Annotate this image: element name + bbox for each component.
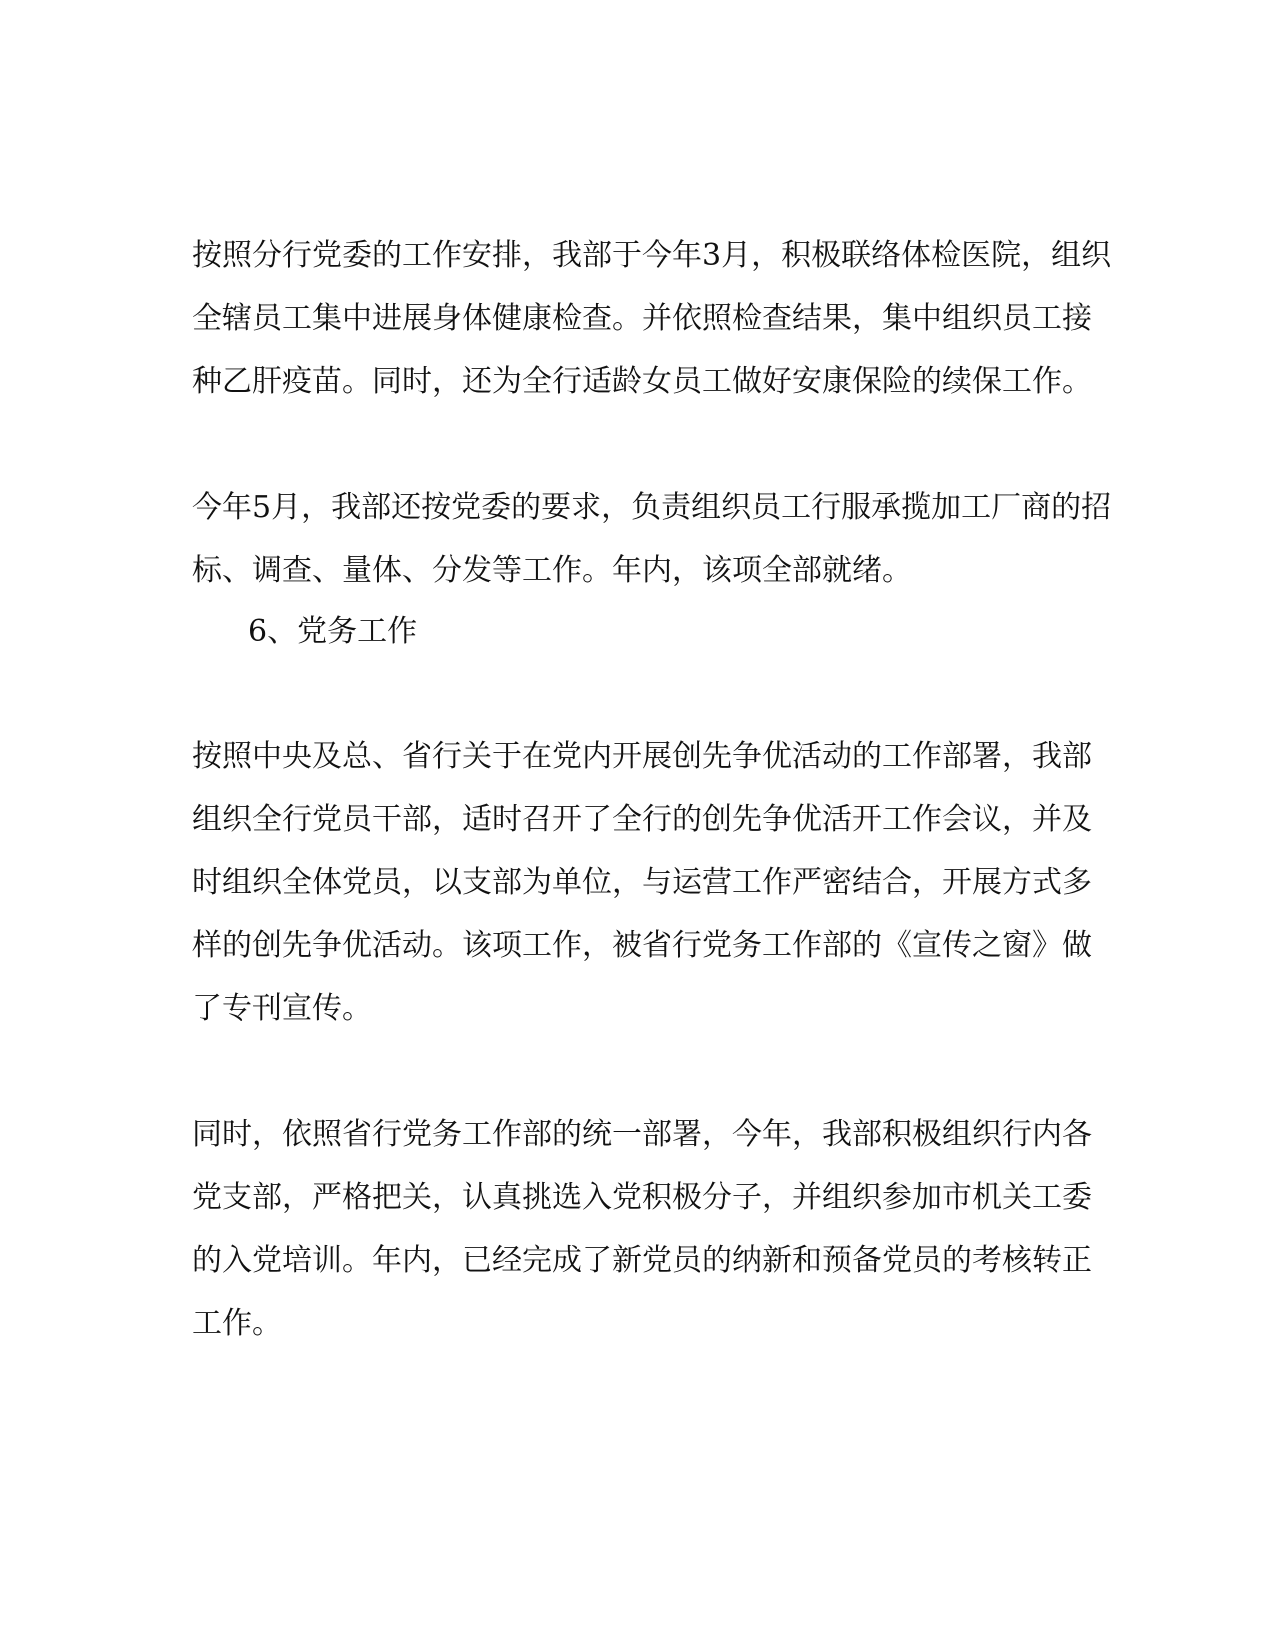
paragraph-4-line-1: 同时，依照省行党务工作部的统一部署，今年，我部积极组织行内各: [192, 1117, 1092, 1152]
paragraph-3-line-5: 了专刊宣传。: [192, 991, 372, 1026]
paragraph-4-line-3: 的入党培训。年内，已经完成了新党员的纳新和预备党员的考核转正: [192, 1243, 1092, 1278]
paragraph-4-line-4: 工作。: [192, 1306, 282, 1341]
paragraph-1-line-3: 种乙肝疫苗。同时，还为全行适龄女员工做好安康保险的续保工作。: [192, 364, 1092, 399]
paragraph-1-line-1: 按照分行党委的工作安排，我部于今年3月，积极联络体检医院，组织: [192, 238, 1112, 273]
paragraph-2-line-1: 今年5月，我部还按党委的要求，负责组织员工行服承揽加工厂商的招: [192, 490, 1112, 525]
section-heading: 6、党务工作: [248, 614, 418, 649]
paragraph-3-line-1: 按照中央及总、省行关于在党内开展创先争优活动的工作部署，我部: [192, 739, 1092, 774]
paragraph-1-line-2: 全辖员工集中进展身体健康检查。并依照检查结果，集中组织员工接: [192, 301, 1092, 336]
paragraph-3-line-4: 样的创先争优活动。该项工作，被省行党务工作部的《宣传之窗》做: [192, 928, 1092, 963]
paragraph-4-line-2: 党支部，严格把关，认真挑选入党积极分子，并组织参加市机关工委: [192, 1180, 1092, 1215]
paragraph-3-line-2: 组织全行党员干部，适时召开了全行的创先争优活开工作会议，并及: [192, 802, 1092, 837]
paragraph-2-line-2: 标、调查、量体、分发等工作。年内，该项全部就绪。: [192, 553, 912, 588]
paragraph-3-line-3: 时组织全体党员，以支部为单位，与运营工作严密结合，开展方式多: [192, 865, 1092, 900]
